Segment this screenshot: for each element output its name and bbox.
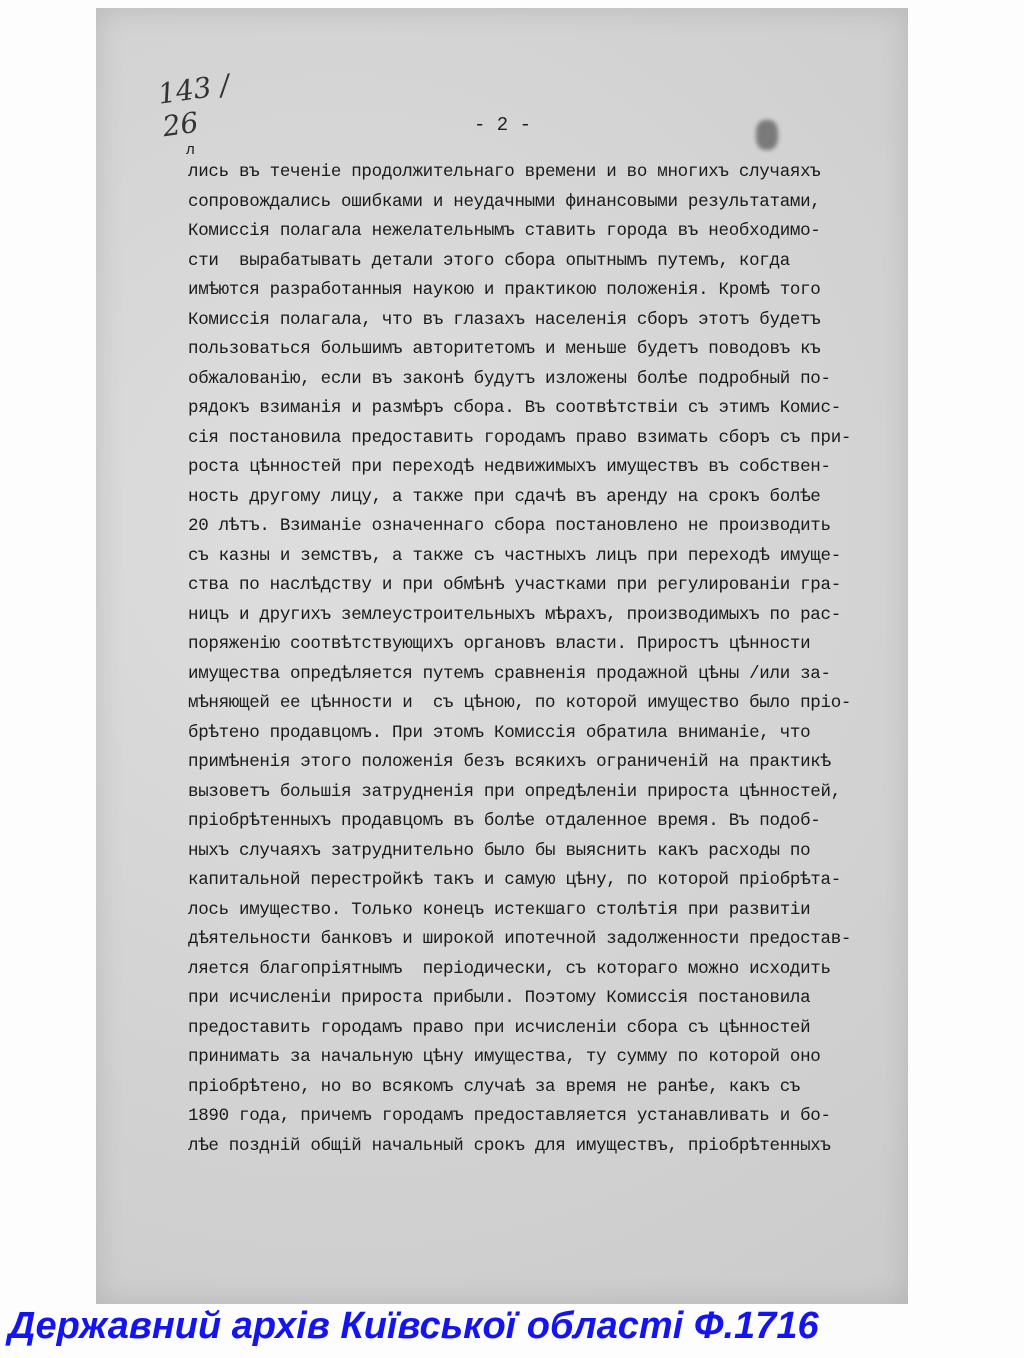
handwritten-mark: 143 / 26 xyxy=(155,67,232,144)
text-line: брѣтено продавцомъ. При этомъ Комиссія обратила вниманіе, что xyxy=(188,722,811,743)
text-line: роста цѣнностей при переходѣ недвижимыхъ имуществъ въ собствен- xyxy=(188,457,831,477)
text-line: обжалованію, если въ законѣ будутъ изложены болѣе подробный по- xyxy=(188,368,831,389)
text-line: пользоваться большимъ авторитетомъ и меньше будетъ поводовъ къ xyxy=(188,339,821,359)
text-line: при исчисленіи прироста прибыли. Поэтому Комиссія постановила xyxy=(188,988,811,1008)
text-line: имѣются разработанныя наукою и практикою положенія. Кромѣ того xyxy=(188,280,821,300)
text-line: пріобрѣтено, но во всякомъ случаѣ за время не ранѣе, какъ съ xyxy=(188,1076,801,1097)
corner-letter: л xyxy=(186,142,196,159)
page-number: - 2 - xyxy=(474,114,532,136)
text-line: съ казны и земствъ, а также съ частныхъ лицъ при переходѣ имуще- xyxy=(188,545,841,566)
text-line: поряженію соотвѣтствующихъ органовъ власти. Приростъ цѣнности xyxy=(188,634,811,654)
text-line: лѣе поздній общій начальный срокъ для имуществъ, пріобрѣтенныхъ xyxy=(188,1135,831,1156)
text-line: ность другому лицу, а также при сдачѣ въ аренду на срокъ болѣе xyxy=(188,486,821,507)
text-line: ницъ и другихъ землеустроительныхъ мѣрахъ, производимыхъ по рас- xyxy=(188,604,841,625)
text-line: рядокъ взиманія и размѣръ сбора. Въ соотвѣтствіи съ этимъ Комис- xyxy=(188,398,841,418)
archive-caption: Державний архів Київської області Ф.1716 xyxy=(8,1305,819,1347)
text-line: дѣятельности банковъ и широкой ипотечной задолженности предостав- xyxy=(188,929,852,949)
text-line: предоставить городамъ право при исчисленіи сбора съ цѣнностей xyxy=(188,1017,811,1038)
text-line: Комиссія полагала, что въ глазахъ населенія сборъ этотъ будетъ xyxy=(188,309,821,330)
typewritten-body xyxy=(188,158,868,1161)
text-line: сопровождались ошибками и неудачными финансовыми результатами, xyxy=(188,191,821,212)
text-line: лось имущество. Только конецъ истекшаго столѣтія при развитіи xyxy=(188,899,811,920)
text-line: ляется благопріятнымъ періодически, съ котораго можно исходить xyxy=(188,958,831,979)
text-line: 20 лѣтъ. Взиманіе означеннаго сбора постановлено не производить xyxy=(188,516,831,536)
text-line: 1890 года, причемъ городамъ предоставляется устанавливать и бо- xyxy=(188,1106,831,1126)
text-line: вызоветъ большія затрудненія при опредѣленіи прироста цѣнностей, xyxy=(188,781,841,802)
text-line: лись въ теченіе продолжительнаго времени и во многихъ случаяхъ xyxy=(188,162,821,182)
paper-stain xyxy=(756,120,778,150)
text-line: ныхъ случаяхъ затруднительно было бы выяснить какъ расходы по xyxy=(188,840,811,861)
text-line: сти вырабатывать детали этого сбора опытнымъ путемъ, когда xyxy=(188,250,790,271)
text-line: сія постановила предоставить городамъ право взимать сборъ съ при- xyxy=(188,427,852,448)
handwritten-archive-number xyxy=(155,67,270,150)
text-line: пріобрѣтенныхъ продавцомъ въ болѣе отдаленное время. Въ подоб- xyxy=(188,811,821,831)
text-line: мѣняющей ее цѣнности и съ цѣною, по которой имущество было пріо- xyxy=(188,693,852,713)
text-line: капитальной перестройкѣ такъ и самую цѣну, по которой пріобрѣта- xyxy=(188,870,841,890)
text-line: ства по наслѣдству и при обмѣнѣ участками при регулированіи гра- xyxy=(188,575,841,595)
text-line: имущества опредѣляется путемъ сравненія продажной цѣны /или за- xyxy=(188,663,831,684)
text-line: Комиссія полагала нежелательнымъ ставить города въ необходимо- xyxy=(188,221,821,241)
text-line: примѣненія этого положенія безъ всякихъ ограниченій на практикѣ xyxy=(188,752,831,772)
text-line: принимать за начальную цѣну имущества, ту сумму по которой оно xyxy=(188,1047,821,1067)
